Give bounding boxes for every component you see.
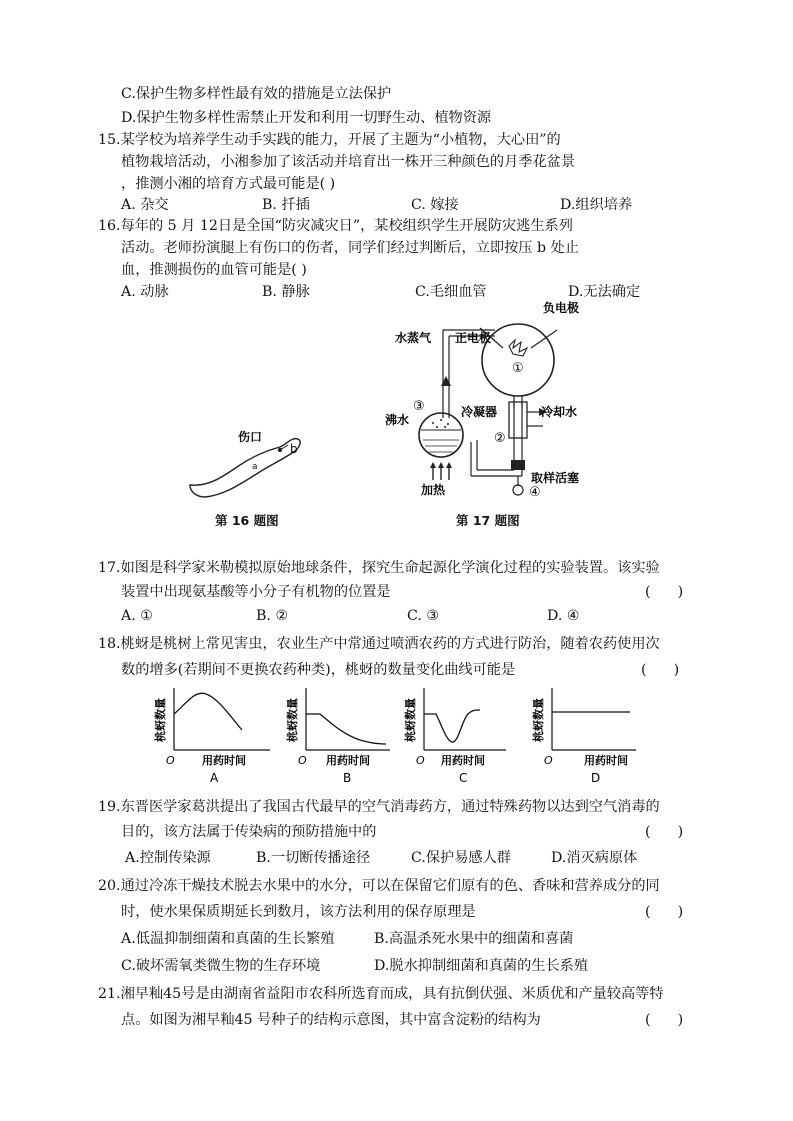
q15-option-a: A. 杂交: [121, 197, 169, 213]
heating-label: 加热: [421, 483, 446, 497]
cooling-water-label: 冷却水: [541, 405, 578, 419]
q21-stem-line2: 点。如图为湘早籼45 号种子的结构示意图，其中富含淀粉的结构为: [121, 1012, 541, 1028]
q17-option-c: C. ③: [407, 608, 440, 624]
q19-stem-line1: 19.东晋医学家葛洪提出了我国古代最早的空气消毒药方，通过特殊药物以达到空气消毒的: [98, 799, 660, 815]
graph-b: [285, 688, 390, 785]
q17-stem-line1: 17.如图是科学家米勒模拟原始地球条件，探究生命起源化学演化过程的实验装置。该实验: [98, 560, 660, 576]
graph-c-origin: O: [416, 754, 425, 767]
q18-stem-line1: 18.桃蚜是桃树上常见害虫，农业生产中常通过喷洒农药的方式进行防治，随着农药使用次: [98, 636, 660, 652]
q20-stem-line2: 时，使水果保质期延长到数月，该方法利用的保存原理是: [121, 904, 476, 920]
condenser: [509, 402, 527, 438]
q16-option-a: A. 动脉: [121, 284, 169, 300]
q15-option-d: D.组织培养: [560, 197, 633, 213]
graph-b-label: B: [343, 771, 352, 785]
q19-answer-paren: ( ): [645, 824, 684, 840]
q16-stem-line2: 活动。老师扮演腿上有伤口的伤者，同学们经过判断后，立即按压 b 处止: [121, 240, 579, 256]
q16-stem-line1: 16.每年的 5 月 12日是全国“防灾减灾日”，某校组织学生开展防灾逃生系列: [98, 218, 573, 234]
boiling-water-label: 沸水: [385, 413, 410, 427]
q14-option-c: C.保护生物多样性最有效的措施是立法保护: [121, 86, 392, 102]
q17-option-b: B. ②: [256, 608, 289, 624]
graph-a-origin: O: [166, 754, 175, 767]
marker-2: ②: [494, 431, 506, 446]
q21-answer-paren: ( ): [645, 1012, 684, 1028]
q19-stem-line2: 目的，该方法属于传染病的预防措施中的: [121, 824, 377, 840]
q17-option-d: D. ④: [547, 608, 580, 624]
q18-answer-paren: ( ): [641, 662, 680, 678]
steam-label: 水蒸气: [395, 331, 432, 345]
graph-d-origin: O: [544, 754, 553, 767]
q20-option-d: D.脱水抑制细菌和真菌的生长系殖: [374, 958, 589, 974]
negative-electrode-label: 负电极: [543, 301, 580, 315]
graph-c: [403, 688, 506, 785]
q14-option-d: D.保护生物多样性需禁止开发和利用一切野生动、植物资源: [121, 110, 492, 126]
spark-icon: [509, 340, 527, 356]
q20-answer-paren: ( ): [645, 904, 684, 920]
graph-c-xlabel: 用药时间: [441, 754, 485, 767]
q20-option-b: B.高温杀死水果中的细菌和喜菌: [374, 931, 574, 947]
graph-a-ylabel: 桃蚜数量: [154, 698, 167, 742]
q16-stem-line3: 血，推测损伤的血管可能是( ): [121, 262, 307, 278]
q15-option-b: B. 扦插: [262, 197, 310, 213]
graph-d-ylabel: 桃蚜数量: [532, 698, 545, 742]
q17-stem-line2: 装置中出现氨基酸等小分子有机物的位置是: [121, 584, 391, 600]
graph-c-label: C: [459, 771, 468, 785]
q19-option-a: A.控制传染源: [125, 850, 211, 866]
q16-option-c: C.毛细血管: [415, 284, 487, 300]
q16-option-d: D.无法确定: [568, 284, 641, 300]
q20-stem-line1: 20.通过冷冻干燥技术脱去水果中的水分，可以在保留它们原有的色、香味和营养成分的同: [98, 878, 660, 894]
curve-a: [174, 693, 242, 730]
leg-diagram: [180, 425, 320, 505]
curve-b: [306, 714, 386, 744]
q16-option-b: B. 静脉: [262, 284, 310, 300]
spark-flask: [482, 324, 554, 396]
fig16-caption: 第 16 题图: [215, 513, 279, 528]
curve-c: [424, 710, 480, 742]
graph-b-origin: O: [298, 754, 307, 767]
graph-b-ylabel: 桃蚜数量: [286, 698, 299, 742]
negative-electrode: [531, 330, 557, 348]
q18-stem-line2: 数的增多(若期间不更换农药种类)，桃蚜的数量变化曲线可能是: [121, 662, 516, 678]
marker-3: ③: [413, 399, 425, 414]
q15-stem-line1: 15.某学校为培养学生动手实践的能力，开展了主题为“小植物，大心田”的: [98, 132, 561, 148]
graph-a-xlabel: 用药时间: [202, 754, 246, 767]
q19-option-d: D.消灭病原体: [551, 850, 638, 866]
q20-option-a: A.低温抑制细菌和真菌的生长繁殖: [121, 931, 335, 947]
q17-option-a: A. ①: [121, 608, 153, 624]
heating-arrows: [433, 466, 449, 480]
sample-bulb: [513, 485, 523, 495]
bubbles: [432, 419, 449, 428]
q19-option-b: B.一切断传播途径: [256, 850, 371, 866]
graph-d-xlabel: 用药时间: [584, 754, 628, 767]
point-b-label: b: [290, 442, 298, 456]
graph-a-label: A: [210, 771, 219, 785]
graph-b-xlabel: 用药时间: [326, 754, 370, 767]
q15-stem-line3: ，推测小湘的培育方式最可能是( ): [121, 176, 336, 192]
fig17-caption: 第 17 题图: [456, 513, 520, 528]
condenser-label: 冷凝器: [461, 405, 498, 419]
q20-option-c: C.破坏需氧类微生物的生存环境: [121, 958, 321, 974]
sampling-valve-label: 取样活塞: [531, 471, 580, 485]
positive-electrode-label: 正电极: [455, 331, 492, 345]
q15-stem-line2: 植物栽培活动，小湘参加了该活动并培育出一株开三种颜色的月季花盆景: [121, 154, 576, 170]
point-a-label: a: [252, 462, 258, 472]
q18-graphs: [150, 682, 650, 792]
graph-a: [153, 688, 270, 785]
graph-d-label: D: [591, 771, 601, 785]
marker-1: ①: [512, 361, 524, 376]
q17-answer-paren: ( ): [645, 584, 684, 600]
q15-option-c: C. 嫁接: [411, 197, 459, 213]
graph-d: [531, 688, 636, 785]
q19-option-c: C.保护易感人群: [411, 850, 511, 866]
sampling-valve: [511, 460, 525, 470]
q21-stem-line1: 21.湘早籼45号是由湖南省益阳市农科所选育而成，具有抗倒伏强、米质优和产量较高等特: [98, 986, 664, 1002]
graph-c-ylabel: 桃蚜数量: [404, 698, 417, 742]
miller-apparatus-diagram: [385, 290, 645, 510]
wound-label: 伤口: [238, 430, 263, 444]
marker-4: ④: [529, 485, 541, 500]
